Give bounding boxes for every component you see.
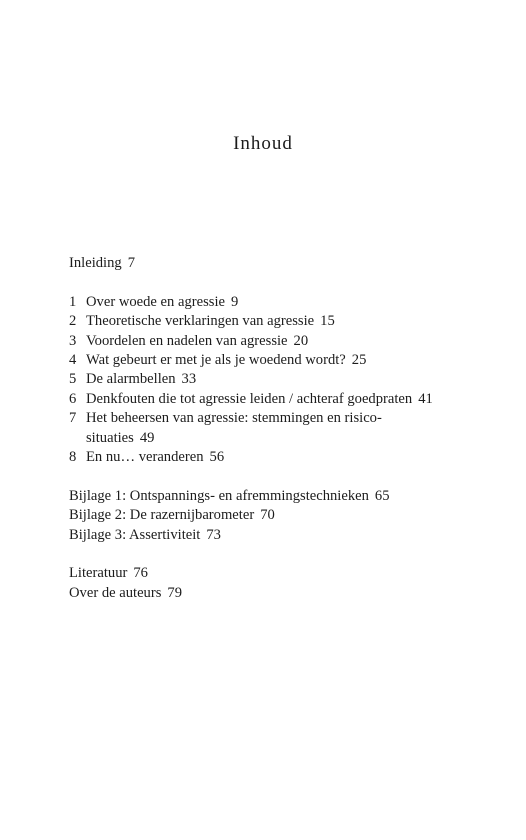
- toc-entry-label: Inleiding: [69, 255, 122, 271]
- chapter-title: Het beheersen van agressie: stemmingen en risico-: [86, 410, 382, 427]
- toc-appendix-3: [69, 526, 489, 545]
- toc-chapter-7: [69, 409, 489, 448]
- chapter-title-cont-text: situaties: [86, 429, 134, 446]
- chapter-title: Voordelen en nadelen van agressie: [86, 332, 288, 349]
- chapter-title-continuation: [69, 429, 489, 448]
- chapter-title: Theoretische verklaringen van agressie: [86, 313, 315, 330]
- back-matter-page: 76: [133, 565, 148, 582]
- toc-appendix-1: [69, 487, 489, 506]
- chapter-number: 7: [69, 410, 77, 427]
- toc-about-authors: [69, 584, 489, 603]
- back-matter-title: Literatuur: [69, 565, 128, 582]
- chapter-page: 33: [181, 371, 197, 388]
- toc-spacer: [69, 545, 489, 564]
- appendix-page: 73: [206, 526, 221, 543]
- chapter-number: 3: [69, 332, 77, 349]
- chapter-page: 25: [351, 351, 367, 368]
- toc-chapter-8: [69, 448, 489, 467]
- appendix-page: 70: [260, 507, 275, 524]
- chapter-number: 4: [69, 351, 77, 368]
- chapter-title: Denkfouten die tot agressie leiden / achteraf goedpraten: [86, 390, 413, 407]
- chapter-number: 5: [69, 371, 77, 388]
- table-of-contents: [69, 254, 489, 603]
- chapter-number: 2: [69, 313, 77, 330]
- chapter-page: 9: [230, 293, 239, 310]
- chapter-title: En nu… veranderen: [86, 448, 204, 465]
- toc-spacer: [69, 273, 489, 292]
- toc-literature: [69, 564, 489, 583]
- appendix-title: Bijlage 2: De razernijbarometer: [69, 507, 255, 524]
- appendix-page: 65: [374, 487, 390, 504]
- chapter-page: 41: [418, 390, 433, 407]
- toc-entry-page: 7: [127, 255, 135, 271]
- toc-chapter-5: [69, 370, 489, 389]
- chapter-number: 1: [69, 293, 77, 310]
- chapter-title: Wat gebeurt er met je als je woedend wordt?: [86, 351, 346, 368]
- chapter-page: 20: [293, 332, 309, 349]
- appendix-title: Bijlage 1: Ontspannings- en afremmingstechnieken: [69, 487, 369, 504]
- chapter-title: De alarmbellen: [86, 371, 176, 388]
- toc-chapter-4: [69, 351, 489, 370]
- toc-chapter-2: [69, 312, 489, 331]
- chapter-page: 49: [139, 429, 155, 446]
- toc-chapter-3: [69, 332, 489, 351]
- chapter-page: 15: [320, 313, 335, 330]
- chapter-number: 6: [69, 390, 77, 407]
- toc-entry-intro: [69, 254, 489, 273]
- back-matter-title: Over de auteurs: [69, 584, 162, 601]
- toc-chapter-6: [69, 390, 489, 409]
- toc-spacer: [69, 467, 489, 486]
- chapter-page: 56: [209, 448, 225, 465]
- chapter-title: Over woede en agressie: [86, 293, 225, 310]
- chapter-number: 8: [69, 448, 77, 465]
- appendix-title: Bijlage 3: Assertiviteit: [69, 526, 201, 543]
- page-title: Inhoud: [233, 133, 293, 154]
- toc-chapter-1: [69, 293, 489, 312]
- back-matter-page: 79: [167, 584, 182, 601]
- toc-appendix-2: [69, 506, 489, 525]
